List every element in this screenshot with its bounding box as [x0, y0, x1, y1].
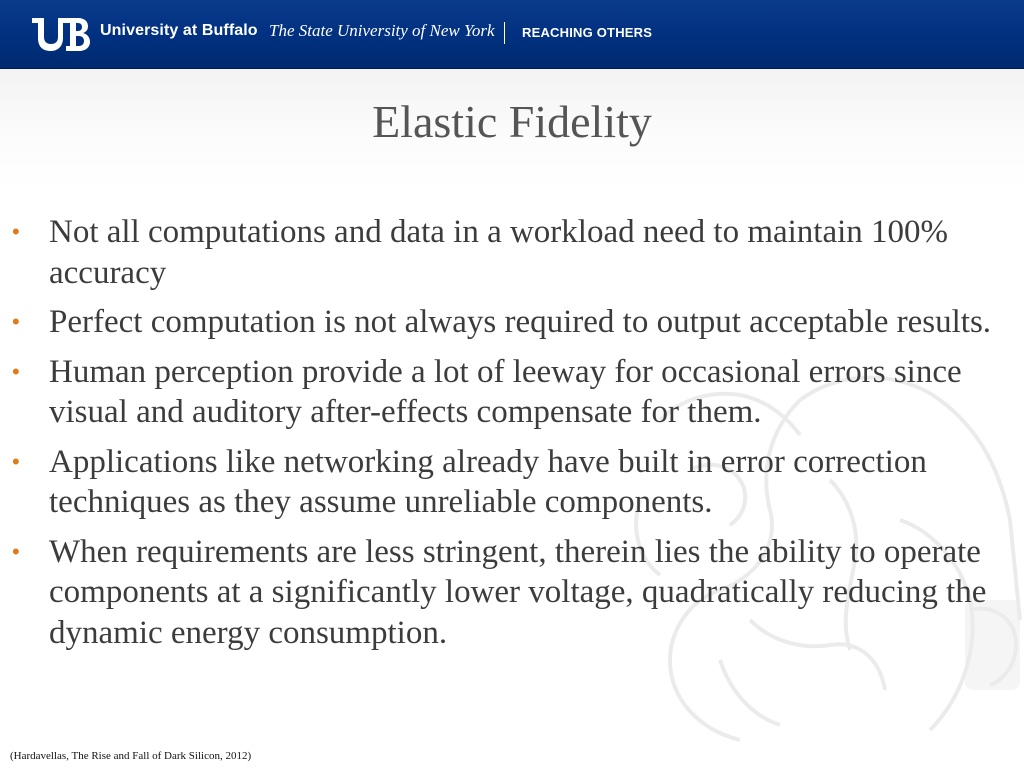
system-name: The State University of New York: [269, 21, 495, 40]
bullet-item: [0, 352, 1024, 433]
bullet-text: Human perception provide a lot of leeway for occasional errors since visual and auditory after-effects compensate for them.: [49, 353, 962, 430]
header-divider: [504, 22, 505, 44]
bullet-marker: •: [12, 538, 20, 564]
bullet-marker: •: [12, 358, 20, 384]
bullet-item: [0, 212, 1024, 293]
bullet-text: When requirements are less stringent, therein lies the ability to operate components at a significantly lower voltage, quadratically reducing the dynamic energy consumption.: [49, 533, 987, 651]
bullet-text: Perfect computation is not always required to output acceptable results.: [49, 304, 992, 340]
bullet-item: [0, 442, 1024, 523]
bullet-list: [0, 212, 1024, 662]
bullet-marker: •: [12, 219, 20, 244]
bullet-marker: •: [12, 448, 20, 474]
slide-title: Elastic Fidelity: [372, 96, 652, 147]
university-name: University at Buffalo: [100, 22, 258, 39]
bullet-text: Not all computations and data in a workload need to maintain 100% accuracy: [49, 214, 949, 291]
ub-logo-icon: [30, 15, 92, 53]
header-tagline: REACHING OTHERS: [522, 25, 653, 40]
bullet-marker: •: [12, 309, 20, 334]
citation: (Hardavellas, The Rise and Fall of Dark Silicon, 2012): [10, 750, 252, 762]
bullet-text: Applications like networking already have built in error correction techniques as they assume unreliable components.: [49, 443, 927, 520]
header-banner: [0, 0, 1024, 69]
bullet-item: [0, 532, 1024, 654]
bullet-item: [0, 302, 1024, 343]
